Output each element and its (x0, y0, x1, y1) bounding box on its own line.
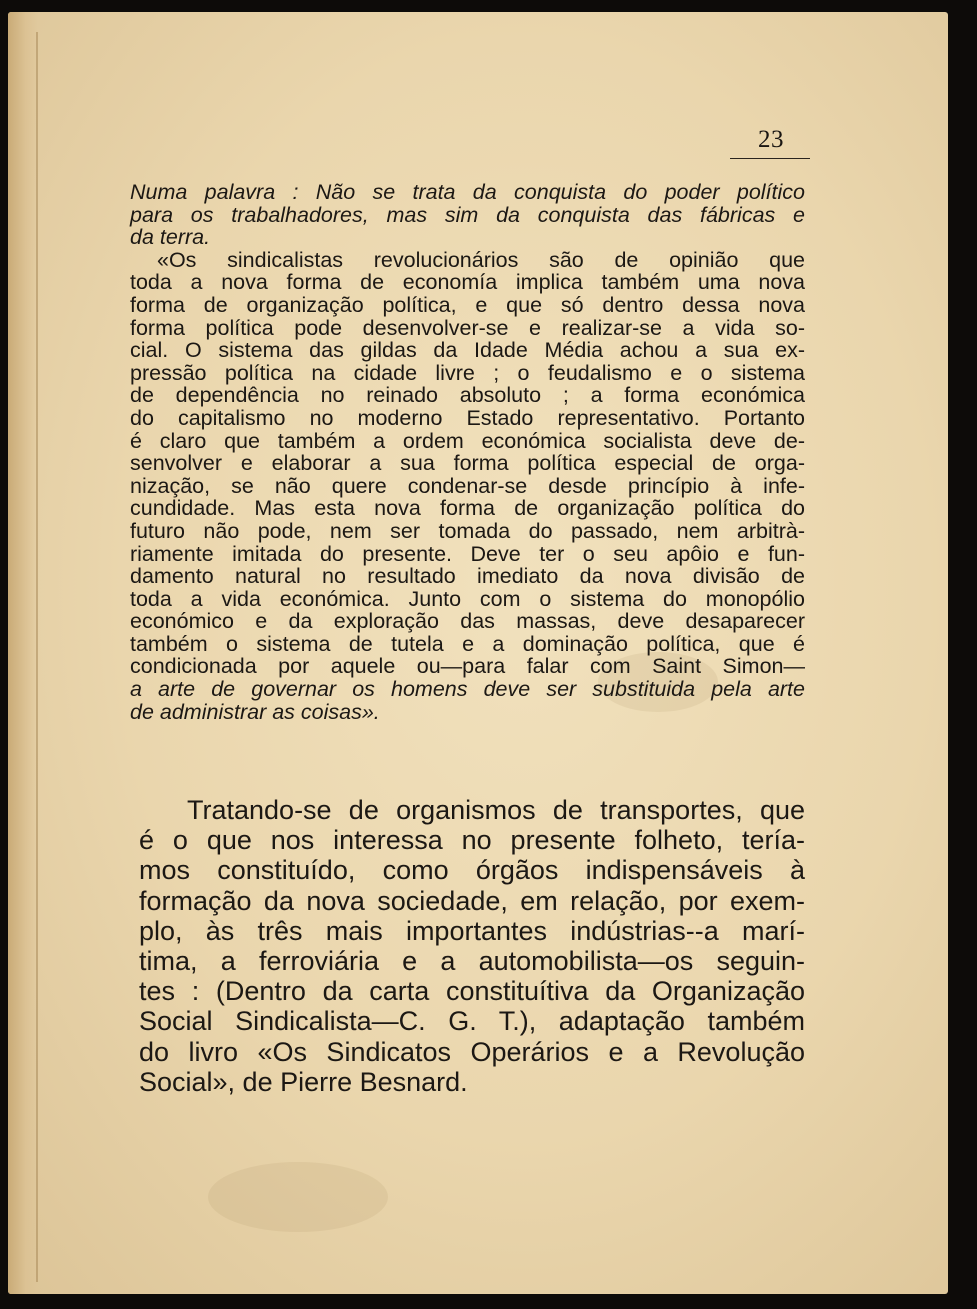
text-line: cial. O sistema das gildas da Idade Média achou a sua ex- (130, 338, 805, 363)
text-line: senvolver e elaborar a sua forma política especial de orga- (130, 451, 805, 476)
text-line: também o sistema de tutela e a dominação política, que é (130, 631, 805, 656)
text-line: forma de organização política, e que só dentro dessa nova (130, 292, 805, 317)
text-line: damento natural no resultado imediato da nova divisão de (130, 564, 805, 589)
text-line: para os trabalhadores, mas sim da conquista das fábricas e (130, 202, 805, 227)
text-line: «Os sindicalistas revolucionários são de opinião que (157, 247, 805, 272)
main-paragraph (139, 795, 805, 1097)
text-line: da terra. (130, 225, 211, 250)
text-line: Tratando-se de organismos de transportes, que (187, 795, 805, 825)
page-number: 23 (758, 126, 784, 153)
text-line: a arte de governar os homens deve ser substituida pela arte (130, 677, 805, 702)
text-line: do livro «Os Sindicatos Operários e a Revolução (139, 1036, 805, 1067)
text-line: toda a vida económica. Junto com o sistema do monopólio (130, 586, 805, 611)
text-line: formação da nova sociedade, em relação, por exem- (139, 885, 805, 916)
text-line: pressão política na cidade livre ; o feudalismo e o sistema (130, 360, 805, 385)
text-line: tima, a ferroviária e a automobilista—os seguin- (139, 946, 805, 977)
text-line: tes : (Dentro da carta constituítiva da Organização (139, 976, 805, 1007)
text-line: nização, se não quere condenar-se desde princípio à infe- (130, 473, 805, 498)
text-line: plo, às três mais importantes indústrias--a marí- (139, 915, 805, 946)
text-line: mos constituído, como órgãos indispensáveis à (139, 855, 805, 886)
text-line: é claro que também a ordem económica socialista deve de- (130, 428, 805, 453)
quote-paragraph (130, 181, 805, 723)
page-number-rule (730, 158, 810, 159)
text-line: do capitalismo no moderno Estado representativo. Portanto (130, 405, 805, 430)
text-line: Numa palavra : Não se trata da conquista do poder político (130, 180, 805, 204)
text-line: económico e da exploração das massas, deve desaparecer (130, 609, 805, 634)
text-line: é o que nos interessa no presente folheto, tería- (139, 825, 805, 856)
text-line: Social», de Pierre Besnard. (139, 1066, 468, 1097)
text-line: condicionada por aquele ou—para falar com Saint Simon— (130, 654, 805, 679)
text-line: futuro não pode, nem ser tomada do passado, nem arbitrà- (130, 518, 805, 543)
text-line: forma política pode desenvolver-se e realizar-se a vida so- (130, 315, 805, 340)
text-line: Social Sindicalista—C. G. T.), adaptação também (139, 1006, 805, 1037)
text-line: toda a nova forma de economía implica também uma nova (130, 270, 805, 295)
text-line: cundidade. Mas esta nova forma de organização política do (130, 496, 805, 521)
binding-edge (36, 32, 38, 1282)
text-line: de dependência no reinado absoluto ; a forma económica (130, 383, 805, 408)
text-line: riamente imitada do presente. Deve ter o seu apôio e fun- (130, 541, 805, 566)
paper-stain (208, 1162, 388, 1232)
text-line: de administrar as coisas». (130, 699, 380, 724)
